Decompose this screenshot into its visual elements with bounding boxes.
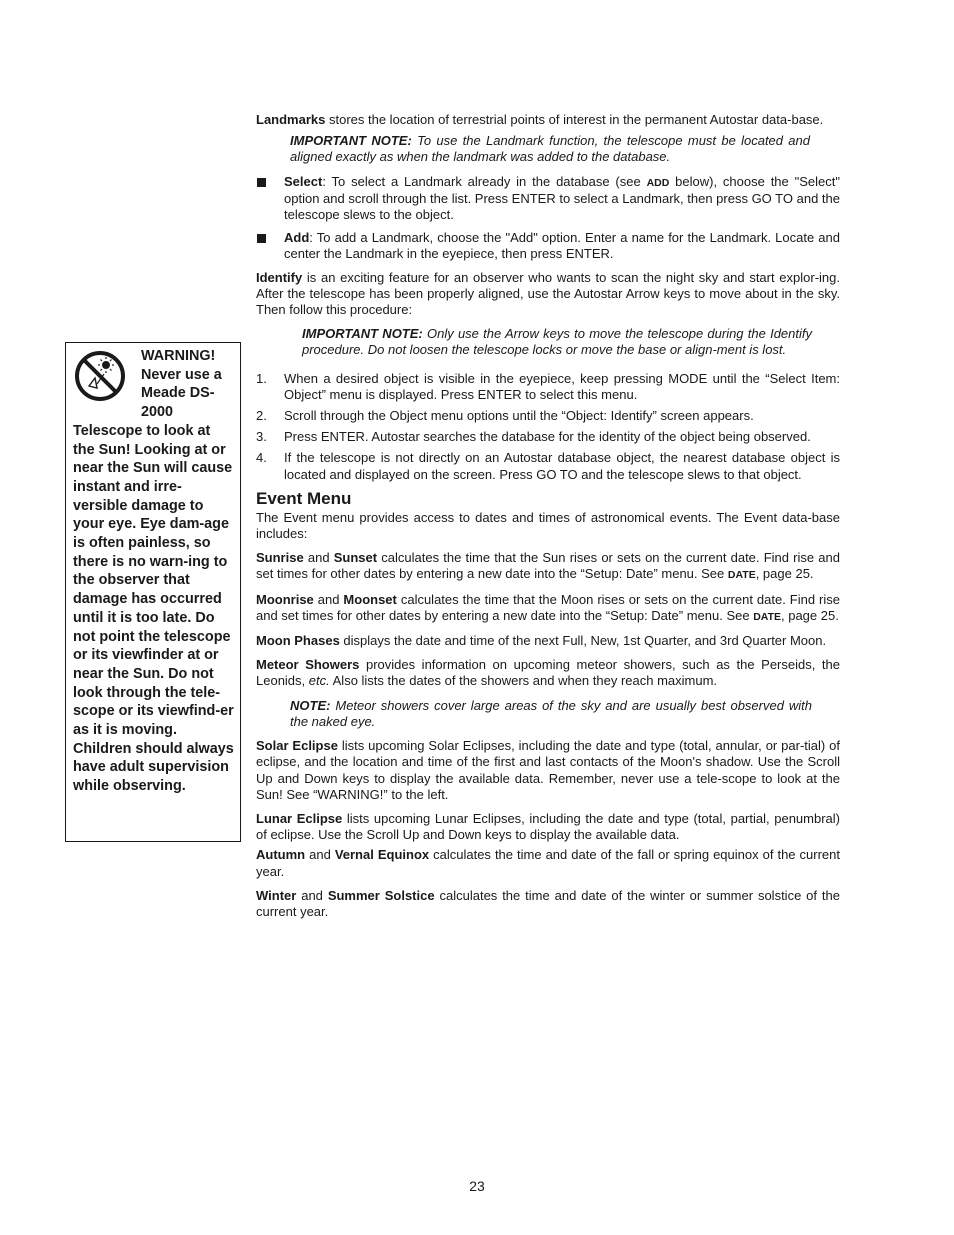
bullet-square-icon bbox=[257, 178, 266, 187]
meteor-showers-paragraph: Meteor Showers provides information on upcoming meteor showers, such as the Perseids, the Leonids, etc. Also lists the dates of the showers and when they reach maximum. bbox=[256, 657, 840, 689]
identify-paragraph: Identify is an exciting feature for an observer who wants to scan the night sky and start explor-ing. After the telescope has been properly aligned, use the Autostar Arrow keys to move about in the sky. Then follow this procedure: bbox=[256, 269, 840, 318]
identify-step: 4. If the telescope is not directly on an Autostar database object, the nearest database object is located and displayed on the screen. Press GO TO and the telescope slews to that object. bbox=[256, 450, 840, 482]
identify-important-note: IMPORTANT NOTE: Only use the Arrow keys to move the telescope during the Identify procedure. Do not loosen the telescope locks or move the base or align-ment is lost. bbox=[302, 326, 812, 358]
moonrise-paragraph: Moonrise and Moonset calculates the time that the Moon rises or sets on the current date. Find rise and set times for other dates by entering a new date into the “Setup: Date” menu. See DATE, page 25. bbox=[256, 591, 840, 623]
landmarks-paragraph: Landmarks stores the location of terrestrial points of interest in the permanent Autostar data-base. bbox=[256, 112, 824, 127]
equinox-paragraph: Autumn and Vernal Equinox calculates the time and date of the fall or spring equinox of the current year. bbox=[256, 847, 840, 879]
solstice-paragraph: Winter and Summer Solstice calculates the time and date of the winter or summer solstice of the current year. bbox=[256, 887, 840, 919]
identify-step: 1. When a desired object is visible in the eyepiece, keep pressing MODE until the “Select Item: Object” menu is displayed. Press ENTER to select this menu. bbox=[256, 370, 840, 402]
select-bullet: Select: To select a Landmark already in the database (see ADD below), choose the "Select" option and scroll through the list. Press ENTER to select a Landmark, then press GO TO and the telescope slews to the object. bbox=[256, 174, 840, 224]
meteor-note: NOTE: Meteor showers cover large areas of the sky and are usually best observed with the naked eye. bbox=[290, 697, 812, 729]
event-intro: The Event menu provides access to dates and times of astronomical events. The Event data-base includes: bbox=[256, 509, 840, 542]
moon-phases-paragraph: Moon Phases displays the date and time of the next Full, New, 1st Quarter, and 3rd Quarter Moon. bbox=[256, 633, 827, 649]
bullet-square-icon bbox=[257, 234, 266, 243]
landmarks-important-note: IMPORTANT NOTE: To use the Landmark function, the telescope must be located and aligned exactly as when the landmark was added to the database. bbox=[290, 133, 810, 165]
event-menu-heading: Event Menu bbox=[256, 488, 352, 508]
lunar-eclipse-paragraph: Lunar Eclipse lists upcoming Lunar Eclipses, including the date and type (total, partial, penumbral) of eclipse. Use the Scroll Up and Down keys to display the available data. bbox=[256, 810, 840, 843]
identify-step: 3. Press ENTER. Autostar searches the database for the identity of the object being observed. bbox=[256, 429, 811, 445]
identify-step: 2. Scroll through the Object menu options until the “Object: Identify” screen appears. bbox=[256, 408, 754, 424]
no-sun-viewing-icon bbox=[73, 348, 137, 404]
add-bullet: Add: To add a Landmark, choose the "Add" option. Enter a name for the Landmark. Locate and center the Landmark in the eyepiece, then press ENTER. bbox=[256, 230, 840, 262]
sun-warning-box bbox=[65, 342, 241, 842]
warning-text: WARNING! Never use a Meade DS-2000 Telescope to look at the Sun! Looking at or near the Sun will cause instant and irre-versible damage to your eye. Eye dam-age is often painless, so there is no warn-ing to the observer that damage has occurred until it is too late. Do not point the telescope or its viewfinder at or near the Sun. Do not look through the tele-scope or its viewfind-er as it is moving. Children should always have adult supervision while observing. bbox=[73, 348, 234, 795]
page-number: 23 bbox=[469, 1178, 485, 1194]
solar-eclipse-paragraph: Solar Eclipse lists upcoming Solar Eclipses, including the date and type (total, annular, or par-tial) of eclipse, and the location and time of the first and last contacts of the Moon's shadow. Use the Scroll Up and Down keys to display the available data. Remember, never use a tele-scope to look at the Sun! See “WARNING!” to the left. bbox=[256, 738, 840, 802]
sunrise-paragraph: Sunrise and Sunset calculates the time that the Sun rises or sets on the current date. Find rise and set times for other dates by entering a new date into the “Setup: Date” menu. See DATE, page 25. bbox=[256, 550, 840, 582]
main-column bbox=[256, 112, 840, 925]
